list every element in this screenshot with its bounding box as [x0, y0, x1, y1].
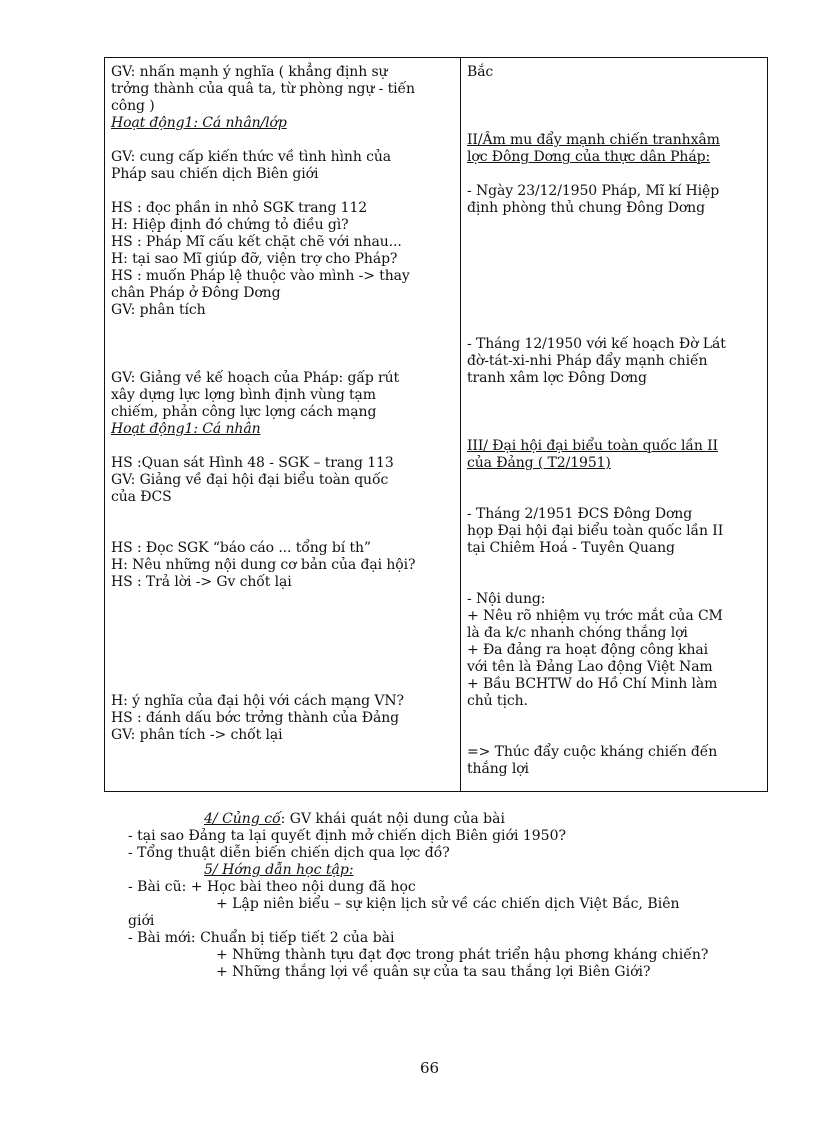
left-line: HS : đánh dấu bớc trởng thành của Đảng: [111, 710, 400, 726]
left-line: GV: phân tích: [111, 302, 206, 318]
right-line: đờ-tát-xi-nhi Pháp đẩy mạnh chiến: [467, 353, 708, 369]
consolidation-heading: [204, 811, 505, 827]
footer-line: giới: [128, 913, 155, 929]
left-line: H: Hiệp định đó chứng tỏ điều gì?: [111, 217, 349, 233]
section-heading: II/Âm mu đẩy mạnh chiến tranhxâm: [467, 132, 720, 148]
right-line: + Bầu BCHTW do Hồ Chí Minh làm: [467, 676, 718, 692]
right-line: tại Chiêm Hoá - Tuyên Quang: [467, 540, 675, 556]
footer-line: + Lập niên biểu – sự kiện lịch sử về các chiến dịch Việt Bắc, Biên: [216, 896, 680, 912]
right-line: + Nêu rõ nhiệm vụ trớc mắt của CM: [467, 608, 723, 624]
left-line: HS :Quan sát Hình 48 - SGK – trang 113: [111, 455, 394, 471]
left-line: GV: Giảng về kế hoạch của Pháp: gấp rút: [111, 370, 400, 386]
left-line: HS : Trả lời -> Gv chốt lại: [111, 574, 292, 590]
footer-line: - Tổng thuật diễn biến chiến dịch qua lợc đồ?: [128, 845, 450, 861]
consolidation-label: 4/ Củng cố: [204, 811, 281, 827]
footer-line: - Bài mới: Chuẩn bị tiếp tiết 2 của bài: [128, 930, 395, 946]
study-guide-heading: 5/ Hớng dẫn học tập:: [204, 862, 354, 878]
section-heading: III/ Đại hội đại biểu toàn quốc lần II: [467, 438, 718, 454]
right-line: - Tháng 2/1951 ĐCS Đông Dơng: [467, 506, 693, 522]
left-line: HS : Pháp Mĩ cấu kết chặt chẽ với nhau...: [111, 234, 402, 250]
left-line: HS : đọc phần in nhỏ SGK trang 112: [111, 200, 368, 216]
footer-line: - Bài cũ: + Học bài theo nội dung đã học: [128, 879, 416, 895]
activity-heading: Hoạt động1: Cá nhân: [111, 421, 261, 437]
right-line: - Tháng 12/1950 với kế hoạch Đờ Lát: [467, 336, 726, 352]
right-line: chủ tịch.: [467, 693, 528, 709]
activity-heading: Hoạt động1: Cá nhân/lớp: [111, 115, 287, 131]
left-line: GV: cung cấp kiến thức về tình hình của: [111, 149, 392, 165]
left-line: H: Nêu những nội dung cơ bản của đại hội?: [111, 557, 416, 573]
right-line: => Thúc đẩy cuộc kháng chiến đến: [467, 744, 718, 760]
right-line: + Đa đảng ra hoạt động công khai: [467, 642, 709, 658]
left-line: HS : Đọc SGK “báo cáo ... tổng bí th”: [111, 540, 371, 556]
left-line: H: ý nghĩa của đại hội với cách mạng VN?: [111, 693, 404, 709]
right-line: là đa k/c nhanh chóng thắng lợi: [467, 625, 688, 641]
page-number: 66: [420, 1059, 440, 1077]
right-line: họp Đại hội đại biểu toàn quốc lần II: [467, 523, 724, 539]
left-line: chiếm, phản công lực lợng cách mạng: [111, 404, 377, 420]
right-line: - Ngày 23/12/1950 Pháp, Mĩ kí Hiệp: [467, 183, 720, 199]
left-line: HS : muốn Pháp lệ thuộc vào mình -> thay: [111, 268, 410, 284]
right-line: tranh xâm lợc Đông Dơng: [467, 370, 647, 386]
consolidation-text: : GV khái quát nội dung của bài: [280, 811, 505, 827]
left-line: GV: nhấn mạnh ý nghĩa ( khẳng định sự: [111, 64, 388, 80]
footer-line: + Những thắng lợi về quân sự của ta sau thắng lợi Biên Giới?: [216, 964, 651, 980]
left-line: trởng thành của quâ ta, từ phòng ngự - tiến: [111, 81, 415, 97]
left-line: của ĐCS: [111, 489, 172, 505]
left-line: GV: Giảng về đại hội đại biểu toàn quốc: [111, 472, 389, 488]
footer-line: - tại sao Đảng ta lại quyết định mở chiến dịch Biên giới 1950?: [128, 828, 567, 844]
left-line: chân Pháp ở Đông Dơng: [111, 285, 281, 301]
section-heading: lợc Đông Dơng của thực dân Pháp:: [467, 149, 711, 165]
right-line: Bắc: [467, 64, 494, 80]
right-line: - Nội dung:: [467, 591, 546, 607]
left-line: H: tại sao Mĩ giúp đỡ, viện trợ cho Pháp?: [111, 251, 398, 267]
right-line: thắng lợi: [467, 761, 529, 777]
section-heading: của Đảng ( T2/1951): [467, 455, 611, 471]
left-line: công ): [111, 98, 155, 114]
footer-line: + Những thành tựu đạt đợc trong phát triển hậu phơng kháng chiến?: [216, 947, 709, 963]
right-line: với tên là Đảng Lao động Việt Nam: [467, 659, 713, 675]
right-line: định phòng thủ chung Đông Dơng: [467, 200, 705, 216]
left-line: xây dựng lực lợng bình định vùng tạm: [111, 387, 376, 403]
left-line: Pháp sau chiến dịch Biên giới: [111, 166, 319, 182]
left-line: GV: phân tích -> chốt lại: [111, 727, 283, 743]
